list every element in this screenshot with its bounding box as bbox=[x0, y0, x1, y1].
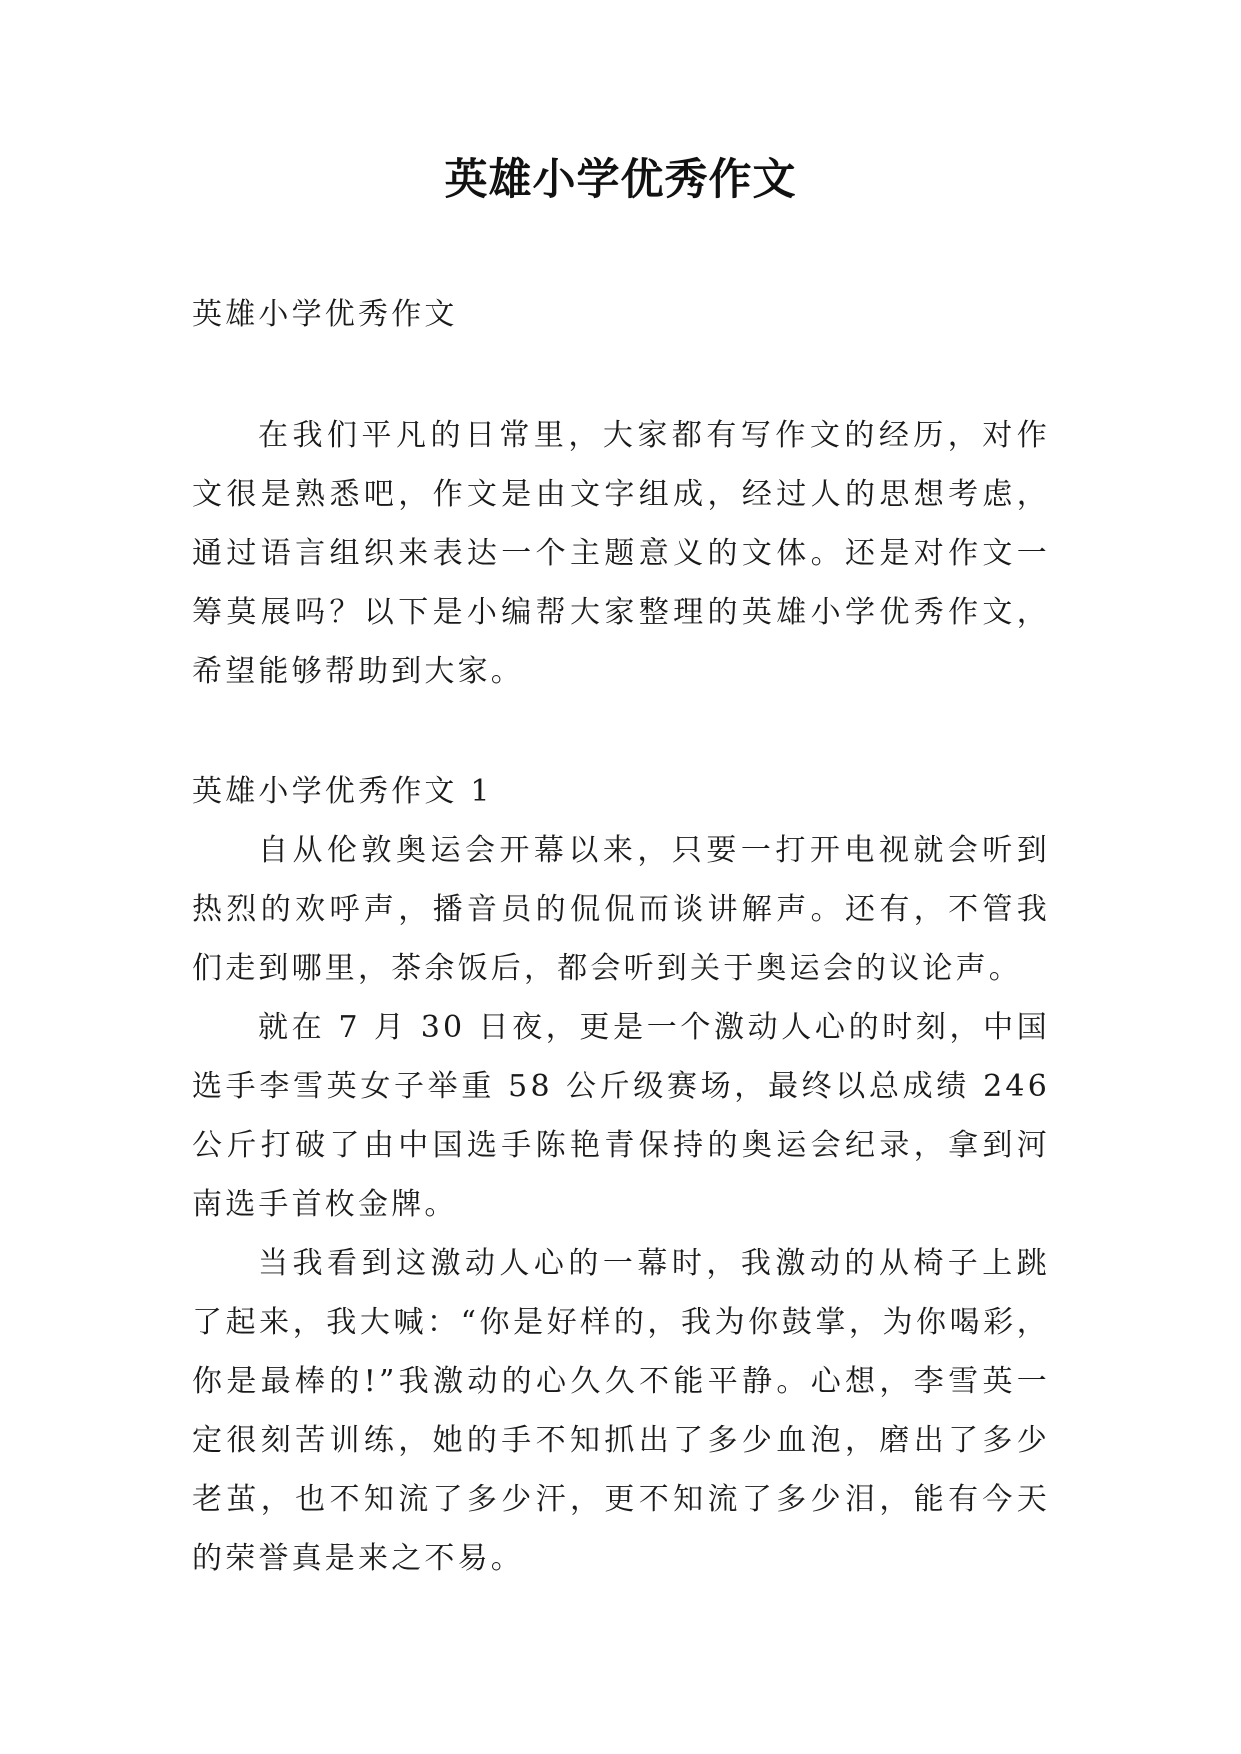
section-heading: 英雄小学优秀作文 1 bbox=[192, 774, 493, 809]
body-paragraph-2: 就在 7 月 30 日夜，更是一个激动人心的时刻，中国选手李雪英女子举重 58 公斤级赛场，最终以总成绩 246 公斤打破了由中国选手陈艳青保持的奥运会纪录，拿到河南选手首枚金牌。 bbox=[192, 1010, 1050, 1222]
document-title: 英雄小学优秀作文 bbox=[444, 155, 797, 205]
body-paragraph-1: 自从伦敦奥运会开幕以来，只要一打开电视就会听到热烈的欢呼声，播音员的侃侃而谈讲解声。还有，不管我们走到哪里，茶余饭后，都会听到关于奥运会的议论声。 bbox=[192, 833, 1050, 986]
document-body bbox=[192, 285, 1050, 1588]
document-subtitle: 英雄小学优秀作文 bbox=[192, 297, 458, 332]
body-paragraph-3: 当我看到这激动人心的一幕时，我激动的从椅子上跳了起来，我大喊：“你是好样的，我为你鼓掌，为你喝彩，你是最棒的!”我激动的心久久不能平静。心想，李雪英一定很刻苦训练，她的手不知抓出了多少血泡，磨出了多少老茧，也不知流了多少汗，更不知流了多少泪，能有今天的荣誉真是来之不易。 bbox=[192, 1246, 1050, 1576]
intro-paragraph: 在我们平凡的日常里，大家都有写作文的经历，对作文很是熟悉吧，作文是由文字组成，经过人的思想考虑，通过语言组织来表达一个主题意义的文体。还是对作文一筹莫展吗？以下是小编帮大家整理的英雄小学优秀作文，希望能够帮助到大家。 bbox=[192, 418, 1050, 689]
